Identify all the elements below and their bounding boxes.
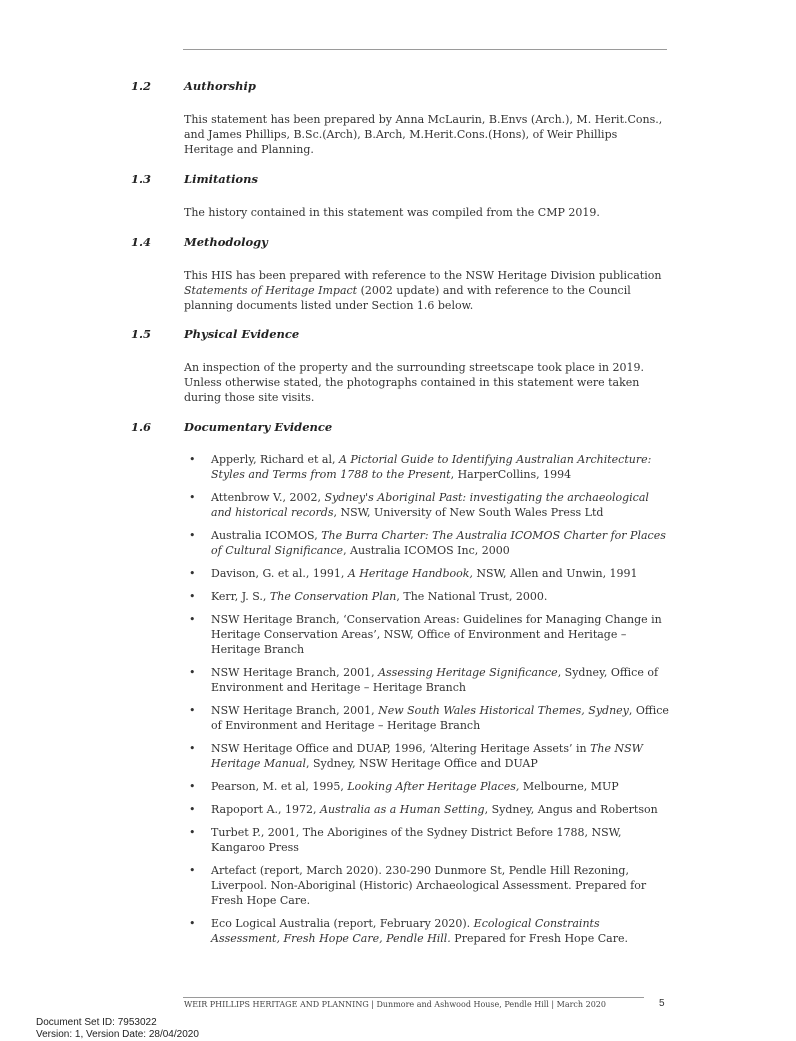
reference-item: • Artefact (report, March 2020). 230-290 Dunmore St, Pendle Hill Rezoning, Liverpool. Non-Aboriginal (Historic) Archaeological Assessment. Prepared for Fresh Hope Care. [189, 864, 647, 907]
section-title: Physical Evidence [184, 327, 300, 341]
reference-item: • NSW Heritage Branch, 2001, Assessing Heritage Significance, Sydney, Office of Environment and Heritage – Heritage Branch [189, 666, 659, 694]
reference-item: • Australia ICOMOS, The Burra Charter: The Australia ICOMOS Charter for Places of Cultural Significance, Australia ICOMOS Inc, 2000 [189, 529, 666, 557]
reference-item: • Attenbrow V., 2002, Sydney's Aboriginal Past: investigating the archaeological and historical records, NSW, University of New South Wales Press Ltd [189, 491, 649, 519]
section-number: 1.3 [131, 172, 152, 186]
bullet-icon: • [189, 613, 196, 626]
reference-item: • NSW Heritage Branch, ‘Conservation Areas: Guidelines for Managing Change in Heritage Conservation Areas’, NSW, Office of Environment and Heritage – Heritage Branch [189, 613, 662, 656]
section-title: Limitations [184, 172, 258, 186]
section-title: Documentary Evidence [184, 420, 333, 434]
bullet-icon: • [189, 666, 196, 679]
section-title: Methodology [184, 235, 268, 249]
reference-item: • NSW Heritage Office and DUAP, 1996, ‘Altering Heritage Assets’ in The NSW Heritage Manual, Sydney, NSW Heritage Office and DUAP [189, 742, 643, 770]
bullet-icon: • [189, 453, 196, 466]
bullet-icon: • [189, 567, 196, 580]
reference-item: • Eco Logical Australia (report, February 2020). Ecological Constraints Assessment, Fresh Hope Care, Pendle Hill. Prepared for Fresh Hope Care. [189, 917, 628, 945]
reference-item: • Rapoport A., 1972, Australia as a Human Setting, Sydney, Angus and Robertson [189, 803, 658, 816]
section-body: The history contained in this statement was compiled from the CMP 2019. [184, 206, 600, 219]
reference-item: • Pearson, M. et al, 1995, Looking After Heritage Places, Melbourne, MUP [189, 780, 619, 793]
bullet-icon: • [189, 742, 196, 755]
bullet-icon: • [189, 803, 196, 816]
reference-item: • Apperly, Richard et al, A Pictorial Guide to Identifying Australian Architecture: Styles and Terms from 1788 to the Present, HarperCollins, 1994 [189, 453, 652, 481]
header-rule [183, 49, 667, 50]
footer-rule [183, 997, 644, 998]
document-stamp [36, 1017, 199, 1041]
section-body: This statement has been prepared by Anna McLaurin, B.Envs (Arch.), M. Herit.Cons., and James Phillips, B.Sc.(Arch), B.Arch, M.Herit.Cons.(Hons), of Weir Phillips Heritage and Planning. [184, 113, 663, 156]
page-number: 5 [659, 998, 665, 1009]
reference-item: • Davison, G. et al., 1991, A Heritage Handbook, NSW, Allen and Unwin, 1991 [189, 567, 638, 580]
reference-list [184, 452, 670, 954]
bullet-icon: • [189, 917, 196, 930]
bullet-icon: • [189, 590, 196, 603]
bullet-icon: • [189, 826, 196, 839]
bullet-icon: • [189, 491, 196, 504]
bullet-icon: • [189, 780, 196, 793]
section-number: 1.5 [131, 327, 152, 341]
section-number: 1.2 [131, 79, 152, 93]
section-body: This HIS has been prepared with reference to the NSW Heritage Division publication Statements of Heritage Impact (2002 update) and with reference to the Council planning documents listed under Section 1.6 below. [184, 269, 662, 312]
version-info: Version: 1, Version Date: 28/04/2020 [36, 1029, 199, 1040]
bullet-icon: • [189, 864, 196, 877]
section-title: Authorship [184, 79, 256, 93]
footer-text: WEIR PHILLIPS HERITAGE AND PLANNING | Dunmore and Ashwood House, Pendle Hill | March 2020 [184, 1000, 606, 1009]
reference-item: • Turbet P., 2001, The Aborigines of the Sydney District Before 1788, NSW, Kangaroo Press [189, 826, 622, 854]
bullet-icon: • [189, 529, 196, 542]
reference-item: • NSW Heritage Branch, 2001, New South Wales Historical Themes, Sydney, Office of Environment and Heritage – Heritage Branch [189, 704, 669, 732]
section-number: 1.4 [131, 235, 152, 249]
bullet-icon: • [189, 704, 196, 717]
section-body: An inspection of the property and the surrounding streetscape took place in 2019. Unless otherwise stated, the photographs contained in this statement were taken during those site visits. [184, 361, 644, 404]
document-set-id: Document Set ID: 7953022 [36, 1017, 157, 1028]
reference-item: • Kerr, J. S., The Conservation Plan, The National Trust, 2000. [189, 590, 548, 603]
section-number: 1.6 [131, 420, 152, 434]
